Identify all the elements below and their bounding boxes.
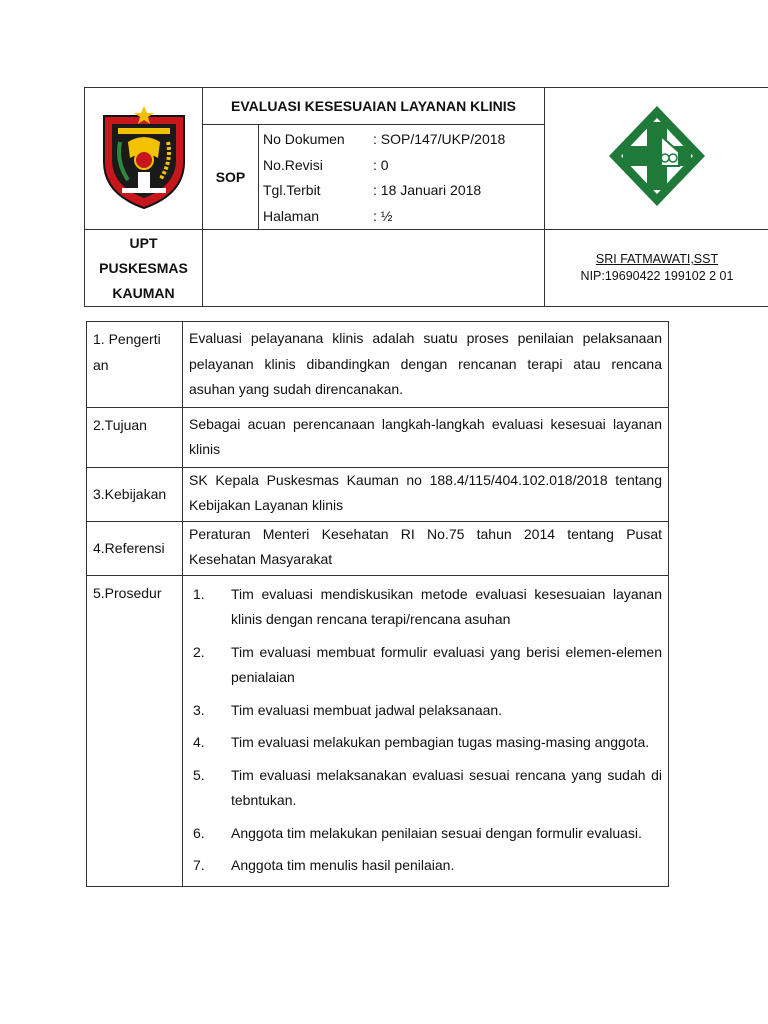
section-label <box>87 322 183 408</box>
procedure-step <box>189 853 662 879</box>
organization-name <box>85 230 203 307</box>
section-row <box>87 322 669 408</box>
meta-value: : 0 <box>373 156 389 173</box>
step-text: Tim evaluasi melaksanakan evaluasi sesuai rencana yang sudah di tebntukan. <box>231 766 662 808</box>
step-text: Tim evaluasi membuat jadwal pelaksanaan. <box>231 701 503 718</box>
section-label: 4.Referensi <box>87 521 183 575</box>
signer-nip: NIP:19690422 199102 2 01 <box>580 269 734 283</box>
meta-value: : SOP/147/UKP/2018 <box>373 131 506 147</box>
procedure-step <box>189 582 662 633</box>
step-number: 1. <box>193 585 205 602</box>
procedure-step <box>189 640 662 691</box>
org-line: PUSKESMAS <box>99 259 188 276</box>
meta-row-no-revisi <box>263 153 544 179</box>
procedure-steps <box>183 575 669 886</box>
step-text: Tim evaluasi membuat formulir evaluasi yang berisi elemen-elemen penialaian <box>231 643 662 685</box>
section-row <box>87 467 669 521</box>
section-label: 2.Tujuan <box>87 407 183 467</box>
section-row <box>87 407 669 467</box>
section-row-prosedur <box>87 575 669 886</box>
puskesmas-logo-cell <box>545 88 768 230</box>
meta-row-no-dokumen <box>263 127 544 153</box>
empty-cell <box>203 230 545 307</box>
section-label-text: 1. Pengerti an <box>93 331 161 373</box>
meta-row-tgl-terbit <box>263 178 544 204</box>
document-meta <box>259 125 545 230</box>
document-title: EVALUASI KESESUAIAN LAYANAN KLINIS <box>203 88 545 125</box>
regency-logo-cell <box>85 88 203 230</box>
step-number: 5. <box>193 766 205 783</box>
meta-key: Tgl.Terbit <box>263 182 321 198</box>
signatory <box>545 230 768 307</box>
procedure-step <box>189 763 662 814</box>
section-text: Peraturan Menteri Kesehatan RI No.75 tahun 2014 tentang Pusat Kesehatan Masyarakat <box>183 521 669 575</box>
procedure-step <box>189 698 662 724</box>
step-number: 6. <box>193 824 205 841</box>
sop-header-table <box>84 87 768 307</box>
step-text: Tim evaluasi melakukan pembagian tugas masing-masing anggota. <box>231 734 650 750</box>
step-number: 7. <box>193 857 205 873</box>
procedure-step <box>189 730 662 756</box>
sop-label: SOP <box>203 125 259 230</box>
section-text: Evaluasi pelayanana klinis adalah suatu proses penilaian pelaksanaan pelayanan klinis dibandingkan dengan rencanan terapi atau rencana asuhan yang sudah direncanakan. <box>183 322 669 408</box>
puskesmas-logo-icon <box>603 100 711 212</box>
meta-key: No.Revisi <box>263 156 323 173</box>
section-label: 5.Prosedur <box>87 575 183 886</box>
step-text: Anggota tim menulis hasil penilaian. <box>231 857 455 873</box>
regency-emblem-icon <box>98 102 190 210</box>
meta-key: Halaman <box>263 207 320 224</box>
org-line: UPT <box>129 234 158 251</box>
section-label: 3.Kebijakan <box>87 467 183 521</box>
step-text: Tim evaluasi mendiskusikan metode evaluasi kesesuaian layanan klinis dengan rencana terapi/rencana asuhan <box>231 585 662 627</box>
org-line: KAUMAN <box>112 284 175 301</box>
procedure-step <box>189 821 662 847</box>
sop-content-table <box>86 321 669 887</box>
signer-name: SRI FATMAWATI,SST <box>595 252 719 266</box>
meta-row-halaman <box>263 204 544 230</box>
step-number: 4. <box>193 734 205 750</box>
step-number: 3. <box>193 701 205 718</box>
section-row <box>87 521 669 575</box>
step-text: Anggota tim melakukan penilaian sesuai dengan formulir evaluasi. <box>231 824 642 841</box>
meta-value: : ½ <box>373 207 393 224</box>
section-text: Sebagai acuan perencanaan langkah-langkah evaluasi kesesuai layanan klinis <box>183 407 669 467</box>
meta-key: No Dokumen <box>263 131 345 147</box>
step-number: 2. <box>193 643 205 660</box>
section-text: SK Kepala Puskesmas Kauman no 188.4/115/404.102.018/2018 tentang Kebijakan Layanan klinis <box>183 467 669 521</box>
meta-value: : 18 Januari 2018 <box>373 182 482 198</box>
